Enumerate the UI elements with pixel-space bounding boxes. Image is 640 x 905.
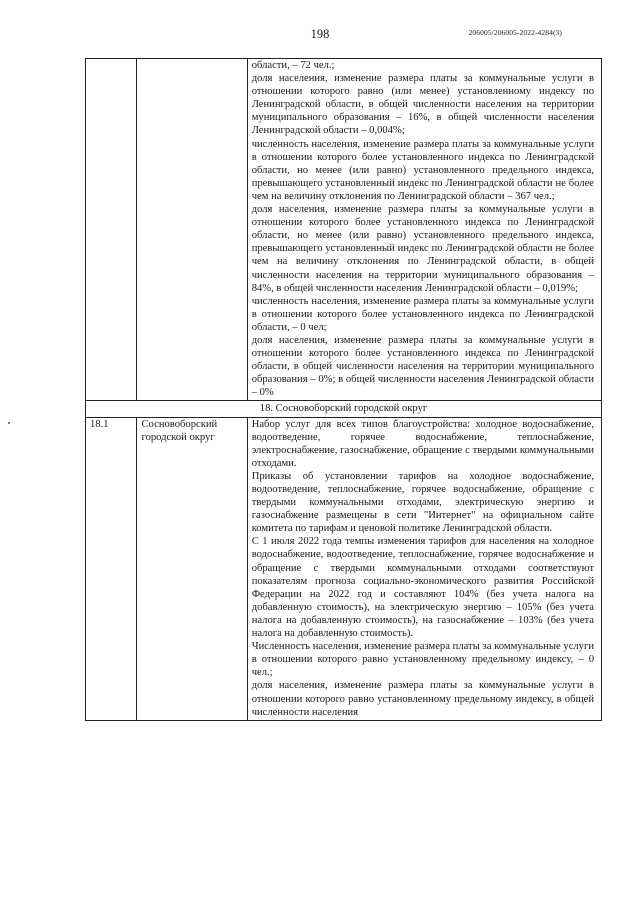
continued-row <box>86 59 602 401</box>
paragraph: численность населения, изменение размера платы за коммунальные услуги в отношении которого более установленного индекса по Ленинградской области, но менее (или равно) установленного предельного индекса, превышающего установленный индекс по Ленинградской области не более чем на величину отклонения по Ленинградской области – 367 чел.; <box>251 138 594 202</box>
row-number: 18.1 <box>86 417 137 720</box>
paragraph: доля населения, изменение размера платы за коммунальные услуги в отношении которого более установленного индекса по Ленинградской области, в общей численности населения на территории муниципального образования – 0%; в общей численности населения Ленинградской области – 0% <box>251 334 594 399</box>
paragraph: доля населения, изменение размера платы за коммунальные услуги в отношении которого равно (или менее) установленному индексу по Ленинградской области, в общей численности населения на территории муниципального образования – 16%, в общей численности населения Ленинградской области – 0,004%; <box>251 73 594 137</box>
row-content-cell <box>247 417 601 720</box>
empty-number-cell <box>86 59 137 401</box>
section-header-row <box>86 401 602 417</box>
paragraph: Приказы об установлении тарифов на холодное водоснабжение, водоотведение, теплоснабжение, горячее водоснабжение, обращение с твердыми коммунальными отходами, электрическую энергию и газоснабжение размещены в сети "Интернет" на официальном сайте комитета по тарифам и ценовой политике Ленинградской области. <box>251 470 594 535</box>
document-code: 206005/206005-2022-4284(3) <box>468 28 562 37</box>
paragraph: Набор услуг для всех типов благоустройства: холодное водоснабжение, водоотведение, горячее водоснабжение, теплоснабжение, электроснабжение, газоснабжение, обращение с твердыми коммунальными отходами. <box>251 418 594 469</box>
continued-content-cell <box>247 59 601 401</box>
paragraph: численность населения, изменение размера платы за коммунальные услуги в отношении которого более установленного индекса по Ленинградской области, – 0 чел; <box>251 295 594 333</box>
paragraph: С 1 июля 2022 года темпы изменения тарифов для населения на холодное водоснабжение, водоотведение, теплоснабжение, горячее водоснабжение и обращение с твердыми коммунальными отходами соответствуют показателям прогноза социально-экономического развития Российской Федерации на 2022 год и составляют 104% (без учета налога на добавленную стоимость), на электрическую энергию – 105% (без учета налога на добавленную стоимость), на газоснабжение – 103% (без учета налога на добавленную стоимость). <box>251 536 594 640</box>
section-title: 18. Сосновоборский городской округ <box>86 401 602 417</box>
page-number: 198 <box>310 27 330 41</box>
table-row <box>86 417 602 720</box>
margin-dot <box>8 422 10 424</box>
empty-region-cell <box>137 59 247 401</box>
region-name: Сосновоборский городской округ <box>137 417 247 720</box>
paragraph: области, – 72 чел.; <box>251 60 335 71</box>
paragraph: Численность населения, изменение размера платы за коммунальные услуги в отношении которого равно установленному предельному индексу, – 0 чел.; <box>251 641 594 679</box>
tariff-table <box>85 58 602 721</box>
paragraph: доля населения, изменение размера платы за коммунальные услуги в отношении которого равно установленному предельному индексу, в общей численности населения <box>251 680 594 718</box>
paragraph: доля населения, изменение размера платы за коммунальные услуги в отношении которого более установленного индекса по Ленинградской области, но менее (или равно) установленного предельного индекса, превышающего установленный индекс по Ленинградской области не более чем на величину отклонения по Ленинградской области, в общей численности населения на территории муниципального образования – 84%, в общей численности населения Ленинградской области – 0,019%; <box>251 204 594 294</box>
